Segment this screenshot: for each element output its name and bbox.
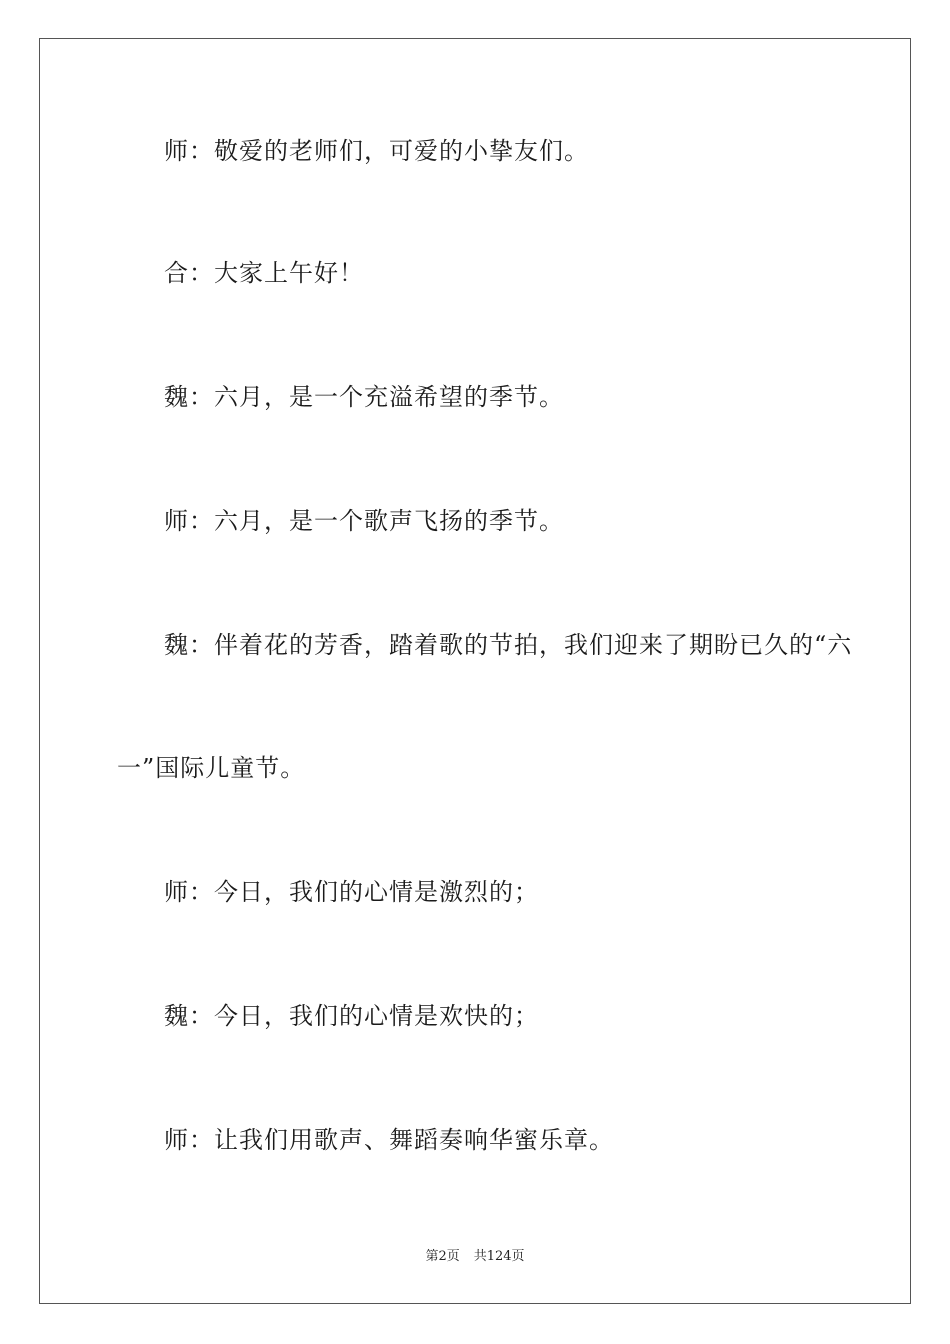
dialogue-line: 合：大家上午好！ [164,259,364,287]
dialogue-line: 魏：六月，是一个充溢希望的季节。 [164,383,564,411]
dialogue-line: 师：敬爱的老师们，可爱的小挚友们。 [164,137,589,165]
dialogue-line: 师：六月，是一个歌声飞扬的季节。 [164,507,564,535]
dialogue-line-continuation: 一”国际儿童节。 [117,754,306,782]
page-total: 共124页 [473,1249,525,1264]
page-number: 第2页 [425,1249,460,1264]
dialogue-line: 师：今日，我们的心情是激烈的； [164,878,539,906]
dialogue-line: 师：让我们用歌声、舞蹈奏响华蜜乐章。 [164,1126,614,1154]
dialogue-line: 魏：伴着花的芳香，踏着歌的节拍，我们迎来了期盼已久的“六 [164,631,853,659]
page-border [39,38,911,1304]
dialogue-line: 魏：今日，我们的心情是欢快的； [164,1002,539,1030]
page-footer [0,1248,950,1266]
